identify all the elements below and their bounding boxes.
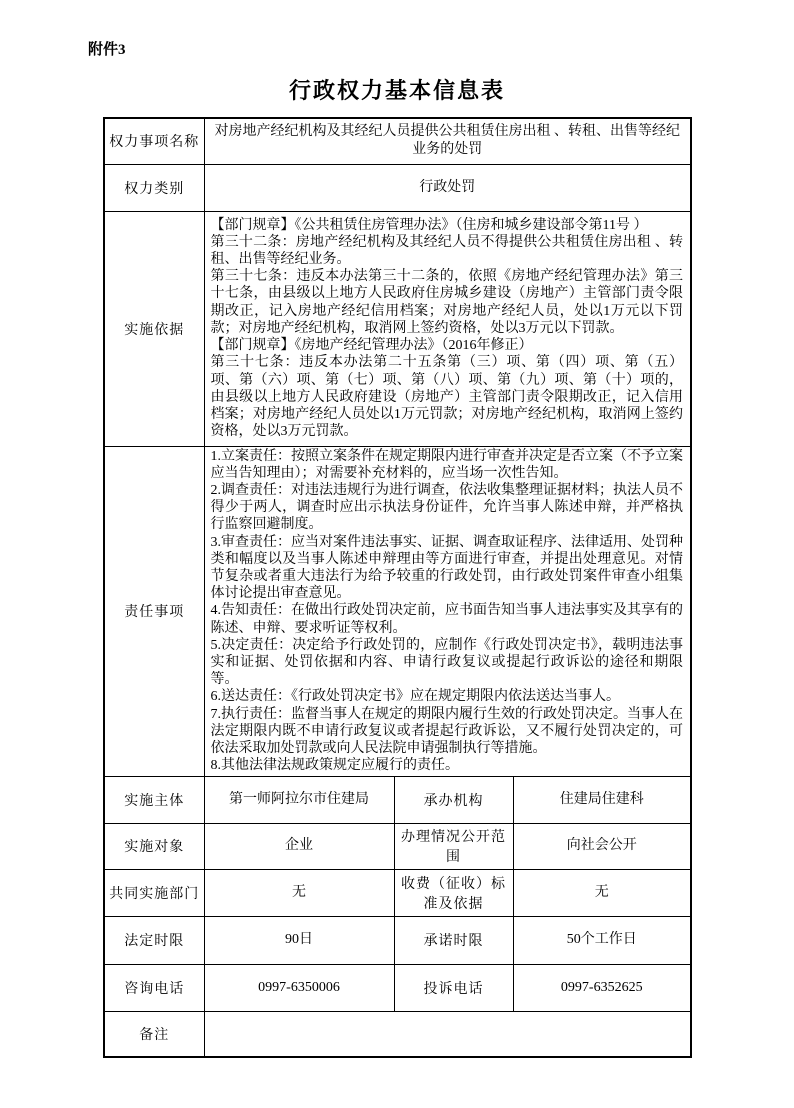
consultation-phone-value: 0997-6350006: [204, 964, 394, 1011]
consultation-phone-label: 咨询电话: [104, 964, 204, 1011]
fee-standard-value: 无: [513, 869, 691, 916]
complaint-phone-value: 0997-6352625: [513, 964, 691, 1011]
row-implementing-subject: [104, 776, 691, 823]
row-statutory-time-limit: [104, 916, 691, 964]
row-power-type: [104, 164, 691, 211]
power-name-value: 对房地产经纪机构及其经纪人员提供公共租赁住房出租 、转租、出售等经纪业务的处罚: [204, 118, 691, 164]
implementation-basis-value: 【部门规章】《公共租赁住房管理办法》（住房和城乡建设部令第11号 ） 第三十二条：房地产经纪机构及其经纪人员不得提供公共租赁住房出租 、转租、出售等经纪业务。 第三十七条：违反本办法第三十二条的，依照《房地产经纪管理办法》第三十七条，由县级以上地方人民政府住房城乡建设（房地产）主管部门责令限期改正，记入房地产经纪信用档案；对房地产经纪人员，处以1万元以下罚款；对房地产经纪机构，取消网上签约资格，处以3万元以下罚款。 【部门规章】《房地产经纪管理办法》（2016年修正） 第三十七条：违反本办法第二十五条第（三）项、第（四）项、第（五）项、第（六）项、第（七）项、第（八）项、第（九）项、第（十）项的，由县级以上地方人民政府建设（房地产）主管部门责令限期改正，记入信用档案；对房地产经纪人员处以1万元罚款；对房地产经纪机构，取消网上签约资格，处以3万元罚款。: [204, 211, 691, 446]
row-consultation-phone: [104, 964, 691, 1011]
joint-departments-value: 无: [204, 869, 394, 916]
disclosure-scope-label: 办理情况公开范围: [394, 823, 513, 869]
remarks-value: [204, 1011, 691, 1057]
row-joint-departments: [104, 869, 691, 916]
undertaking-agency-value: 住建局住建科: [513, 776, 691, 823]
power-name-label: 权力事项名称: [104, 118, 204, 164]
implementing-target-label: 实施对象: [104, 823, 204, 869]
statutory-time-limit-value: 90日: [204, 916, 394, 964]
power-type-label: 权力类别: [104, 164, 204, 211]
promised-time-limit-value: 50个工作日: [513, 916, 691, 964]
implementation-basis-label: 实施依据: [104, 211, 204, 446]
row-implementation-basis: [104, 211, 691, 446]
remarks-label: 备注: [104, 1011, 204, 1057]
info-table: [103, 117, 692, 1058]
implementing-subject-value: 第一师阿拉尔市住建局: [204, 776, 394, 823]
power-type-value: 行政处罚: [204, 164, 691, 211]
row-power-name: [104, 118, 691, 164]
implementing-subject-label: 实施主体: [104, 776, 204, 823]
row-remarks: [104, 1011, 691, 1057]
row-responsibility-items: [104, 446, 691, 776]
page-title: 行政权力基本信息表: [288, 78, 505, 103]
disclosure-scope-value: 向社会公开: [513, 823, 691, 869]
undertaking-agency-label: 承办机构: [394, 776, 513, 823]
joint-departments-label: 共同实施部门: [104, 869, 204, 916]
statutory-time-limit-label: 法定时限: [104, 916, 204, 964]
promised-time-limit-label: 承诺时限: [394, 916, 513, 964]
row-implementing-target: [104, 823, 691, 869]
attachment-label: 附件3: [88, 42, 126, 58]
implementing-target-value: 企业: [204, 823, 394, 869]
fee-standard-label: 收费（征收）标准及依据: [394, 869, 513, 916]
responsibility-items-value: 1.立案责任：按照立案条件在规定期限内进行审查并决定是否立案（不予立案应当告知理由）；对需要补充材料的，应当场一次性告知。 2.调查责任：对违法违规行为进行调查，依法收集整理证据材料；执法人员不得少于两人，调查时应出示执法身份证件，允许当事人陈述申辩，并严格执行监察回避制度。 3.审查责任：应当对案件违法事实、证据、调查取证程序、法律适用、处罚种类和幅度以及当事人陈述申辩理由等方面进行审查，并提出处理意见。对情节复杂或者重大违法行为给予较重的行政处罚，由行政处罚案件审查小组集体讨论提出审查意见。 4.告知责任：在做出行政处罚决定前，应书面告知当事人违法事实及其享有的陈述、申辩、要求听证等权利。 5.决定责任：决定给予行政处罚的，应制作《行政处罚决定书》，载明违法事实和证据、处罚依据和内容、申请行政复议或提起行政诉讼的途径和期限等。 6.送达责任：《行政处罚决定书》应在规定期限内依法送达当事人。 7.执行责任：监督当事人在规定的期限内履行生效的行政处罚决定。当事人在法定期限内既不申请行政复议或者提起行政诉讼，又不履行处罚决定的，可依法采取加处罚款或向人民法院申请强制执行等措施。 8.其他法律法规政策规定应履行的责任。: [204, 446, 691, 776]
complaint-phone-label: 投诉电话: [394, 964, 513, 1011]
responsibility-items-label: 责任事项: [104, 446, 204, 776]
